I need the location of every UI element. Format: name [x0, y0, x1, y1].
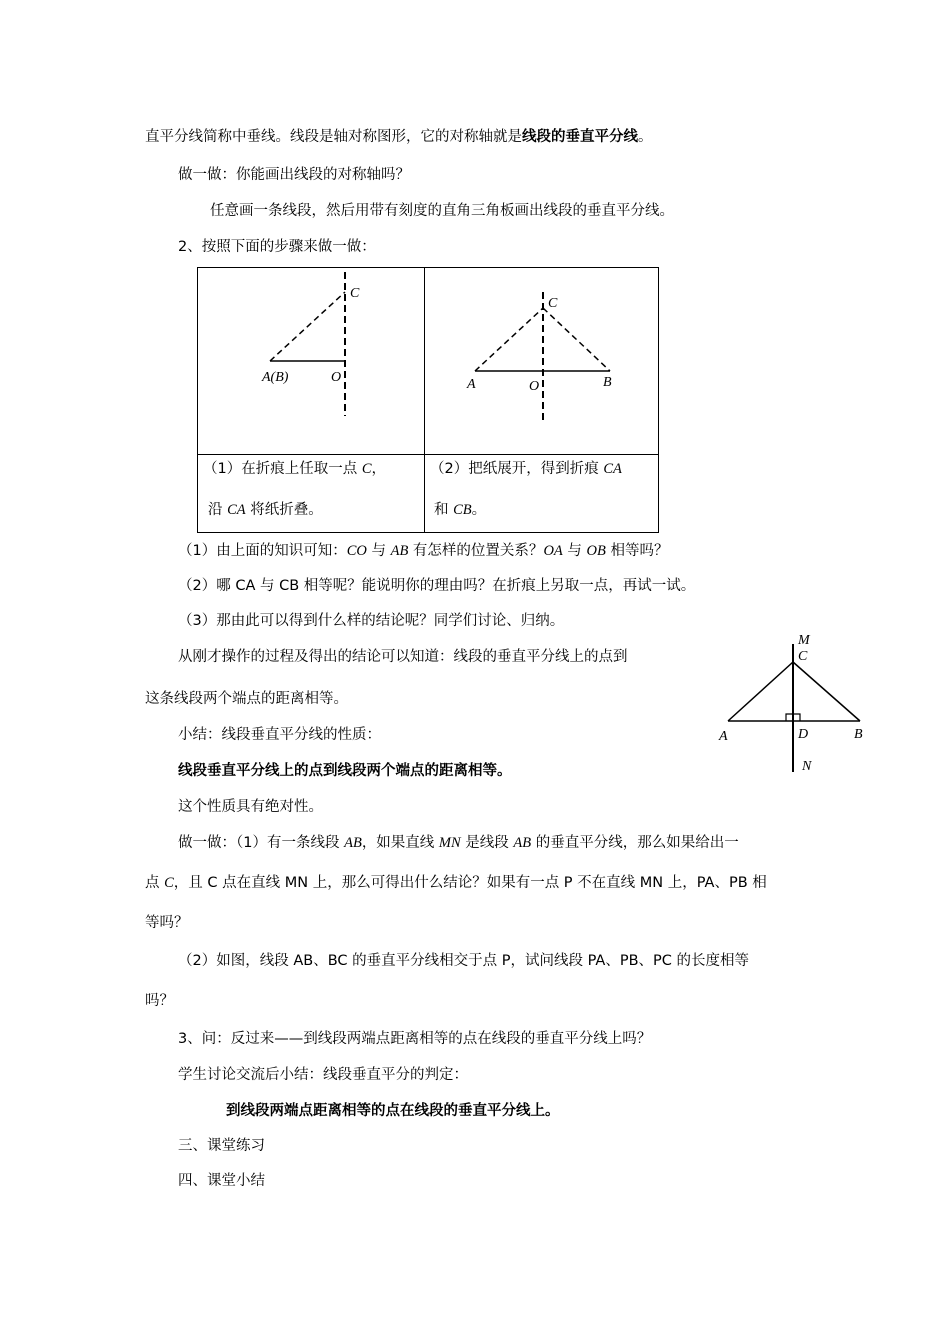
segment-ac [728, 662, 793, 721]
label-ab: A(B) [262, 370, 289, 385]
crease-cb [543, 308, 610, 371]
step3-question: 3、问：反过来——到线段两端点距离相等的点在线段的垂直平分线上吗？ [178, 1031, 652, 1047]
label-m: M [798, 633, 810, 648]
segment-cb [793, 662, 860, 721]
step-2-text-2a: 和 [434, 502, 454, 518]
table-divider-horizontal [198, 454, 658, 455]
label-c-2: C [548, 296, 558, 311]
label-o-1: O [331, 370, 342, 385]
absolute-note: 这个性质具有绝对性。 [178, 799, 323, 815]
doit2-line-5: 吗？ [145, 993, 174, 1009]
fold-figure-1 [198, 268, 424, 454]
doit2-ab-1: AB [344, 835, 362, 851]
label-c: C [798, 649, 808, 664]
intro-bold-term: 线段的垂直平分线 [522, 129, 638, 145]
step-1-segment-ca: CA [227, 502, 246, 518]
step-1-text: （1）在折痕上任取一点 [203, 461, 362, 477]
conclusion-line-1: 从刚才操作的过程及得出的结论可以知道：线段的垂直平分线上的点到 [178, 649, 628, 665]
step-2-text: （2）把纸展开，得到折痕 [430, 461, 604, 477]
label-b: B [854, 727, 863, 742]
doit2-line-2 [145, 873, 767, 893]
label-c-1: C [350, 286, 360, 301]
doit2-text-g: 的垂直平分线，那么如果给出一 [531, 835, 739, 851]
question-2: （2）哪 CA 与 CB 相等呢？能说明你的理由吗？在折痕上另取一点，再试一试。 [178, 578, 696, 594]
perpendicular-bisector-figure [710, 628, 870, 778]
doit2-line-3: 等吗？ [145, 915, 189, 931]
property-statement: 线段垂直平分线上的点到线段两个端点的距离相等。 [178, 763, 512, 779]
criterion-statement: 到线段两端点距离相等的点在线段的垂直平分线上。 [226, 1103, 560, 1119]
step-1-comma: ， [371, 461, 387, 477]
q1-ab: AB [390, 543, 409, 559]
doit2-mn: MN [438, 835, 461, 851]
label-b-2: B [603, 375, 612, 390]
fold-figure-2 [425, 268, 658, 454]
doit2-ab-2: AB [513, 835, 532, 851]
doit1-detail: 任意画一条线段，然后用带有刻度的直角三角板画出线段的垂直平分线。 [210, 203, 674, 219]
step-2-segment-cb: CB [453, 502, 472, 518]
label-a: A [719, 729, 728, 744]
step-2-line-1 [430, 459, 622, 479]
q1-ob: OB [586, 543, 606, 559]
question-1 [178, 541, 668, 561]
doit2-text-2c: ，且 C 点在直线 MN 上，那么可得出什么结论？如果有一点 P 不在直线 MN 上，PA、PB 相 [173, 875, 767, 891]
step-2-line-2 [434, 500, 486, 520]
intro-paragraph [145, 127, 653, 147]
step-1-line-2 [208, 500, 323, 520]
conclusion-line-2: 这条线段两个端点的距离相等。 [145, 691, 348, 707]
student-summary: 学生讨论交流后小结：线段垂直平分的判定： [178, 1067, 468, 1083]
doit2-line-1 [178, 833, 739, 853]
section-4-heading: 四、课堂小结 [178, 1173, 265, 1189]
intro-period: 。 [638, 129, 653, 145]
q1-text-i: 相等吗？ [605, 543, 669, 559]
doit2-text-a: 做一做：（1）有一条线段 [178, 835, 345, 851]
label-n: N [802, 759, 812, 774]
crease-ca [475, 308, 543, 371]
step2-heading: 2、按照下面的步骤来做一做： [178, 239, 376, 255]
doit2-text-e: 是线段 [460, 835, 514, 851]
doit2-text-2a: 点 [145, 875, 165, 891]
question-3: （3）那由此可以得到什么样的结论呢？同学们讨论、归纳。 [178, 613, 565, 629]
doit2-text-c: ，如果直线 [361, 835, 439, 851]
section-3-heading: 三、课堂练习 [178, 1138, 265, 1154]
step-1-line-1 [203, 459, 386, 479]
segment-ca-dashed [270, 292, 345, 361]
doit2-line-4: （2）如图，线段 AB、BC 的垂直平分线相交于点 P，试问线段 PA、PB、PC 的长度相等 [178, 953, 749, 969]
label-a-2: A [467, 377, 476, 392]
doit1-question: 做一做：你能画出线段的对称轴吗？ [178, 167, 410, 183]
step-1-point-c: C [361, 461, 372, 477]
fold-steps-table [197, 267, 659, 533]
label-d: D [798, 727, 809, 742]
label-o-2: O [529, 379, 540, 394]
q1-text-a: （1）由上面的知识可知： [178, 543, 347, 559]
step-1-text-2a: 沿 [208, 502, 228, 518]
q1-text-g: 与 [562, 543, 587, 559]
q1-co: CO [346, 543, 367, 559]
intro-text: 直平分线简称中垂线。线段是轴对称图形，它的对称轴就是 [145, 129, 522, 145]
summary-label: 小结：线段垂直平分线的性质： [178, 727, 381, 743]
q1-text-e: 有怎样的位置关系？ [408, 543, 544, 559]
q1-oa: OA [543, 543, 563, 559]
step-2-segment-ca: CA [603, 461, 622, 477]
q1-text-c: 与 [366, 543, 391, 559]
step-1-text-2c: 将纸折叠。 [245, 502, 323, 518]
doit2-point-c: C [164, 875, 174, 891]
step-2-period: 。 [471, 502, 487, 518]
